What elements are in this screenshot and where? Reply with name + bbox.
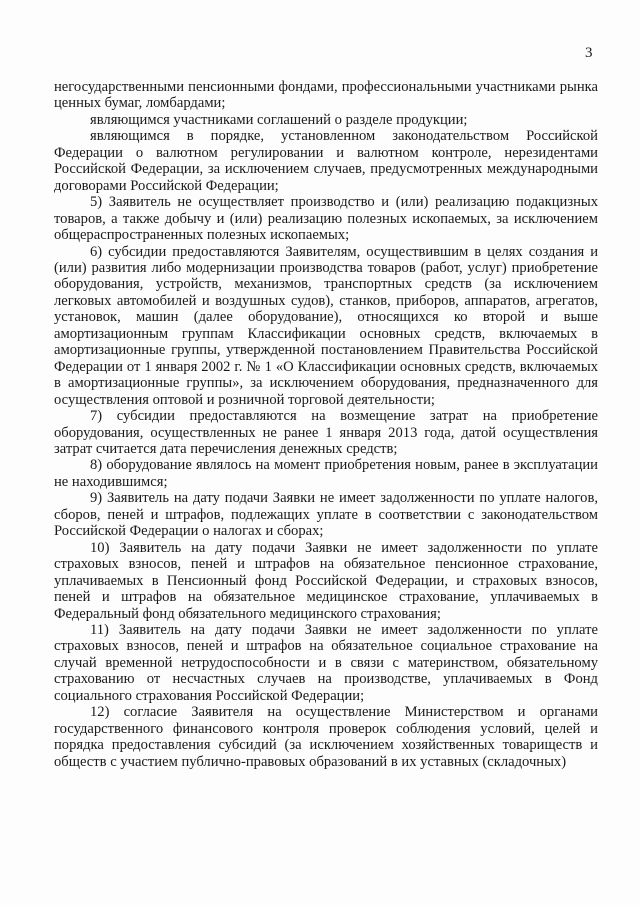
paragraph-condition-8: 8) оборудование являлось на момент приобретения новым, ранее в эксплуатации не находившимся; (54, 457, 598, 490)
page-number: 3 (585, 45, 593, 61)
paragraph-condition-10: 10) Заявитель на дату подачи Заявки не имеет задолженности по уплате страховых взносов, пеней и штрафов на обязательное пенсионное страхование, уплачиваемых в Пенсионный фонд Российской Федерации, и страховых взносов, пеней и штрафов на обязательное медицинское страхование, уплачиваемых в Федеральный фонд обязательного медицинского страхования; (54, 539, 598, 622)
paragraph-list-item: являющимся участниками соглашений о разделе продукции; (90, 111, 468, 128)
paragraph-condition-6: 6) субсидии предоставляются Заявителям, осуществившим в целях создания и (или) развития либо модернизации производства товаров (работ, услуг) приобретение оборудования, устройств, механизмов, транспортных средств (за исключением легковых автомобилей и воздушных судов), станков, приборов, аппаратов, агрегатов, установок, машин (далее оборудование), относящихся ко второй и выше амортизационным группам Классификации основных средств, включаемых в амортизационные группы, утвержденной постановлением Правительства Российской Федерации от 1 января 2002 г. № 1 «О Классификации основных средств, включаемых в амортизационные группы», за исключением оборудования, предназначенного для осуществления оптовой и розничной торговой деятельности; (54, 243, 598, 408)
paragraph-condition-12: 12) согласие Заявителя на осуществление Министерством и органами государственного финансового контроля проверок соблюдения условий, целей и порядка предоставления субсидий (за исключением хозяйственных товариществ и обществ с участием публично-правовых образований в их уставных (складочных) (54, 704, 598, 770)
paragraph-condition-5: 5) Заявитель не осуществляет производство и (или) реализацию подакцизных товаров, а также добычу и (или) реализацию полезных ископаемых, за исключением общераспространенных полезных ископаемых; (54, 194, 598, 244)
document-body (54, 79, 598, 770)
paragraph-list-item: являющимся в порядке, установленном законодательством Российской Федерации о валютном регулировании и валютном контроле, нерезидентами Российской Федерации, за исключением случаев, предусмотренных международными договорами Российской Федерации; (54, 128, 598, 194)
paragraph-condition-7: 7) субсидии предоставляются на возмещение затрат на приобретение оборудования, осуществленных не ранее 1 января 2013 года, датой осуществления затрат считается дата перечисления денежных средств; (54, 408, 598, 457)
paragraph-condition-9: 9) Заявитель на дату подачи Заявки не имеет задолженности по уплате налогов, сборов, пеней и штрафов, подлежащих уплате в соответствии с законодательством Российской Федерации о налогах и сборах; (54, 490, 598, 540)
paragraph-condition-11: 11) Заявитель на дату подачи Заявки не имеет задолженности по уплате страховых взносов, пеней и штрафов на обязательное социальное страхование на случай временной нетрудоспособности и в связи с материнством, обязательному страхованию от несчастных случаев на производстве, уплачиваемых в Фонд социального страхования Российской Федерации; (54, 621, 598, 704)
paragraph-continuation: негосударственными пенсионными фондами, профессиональными участниками рынка ценных бумаг, ломбардами; (54, 79, 598, 112)
